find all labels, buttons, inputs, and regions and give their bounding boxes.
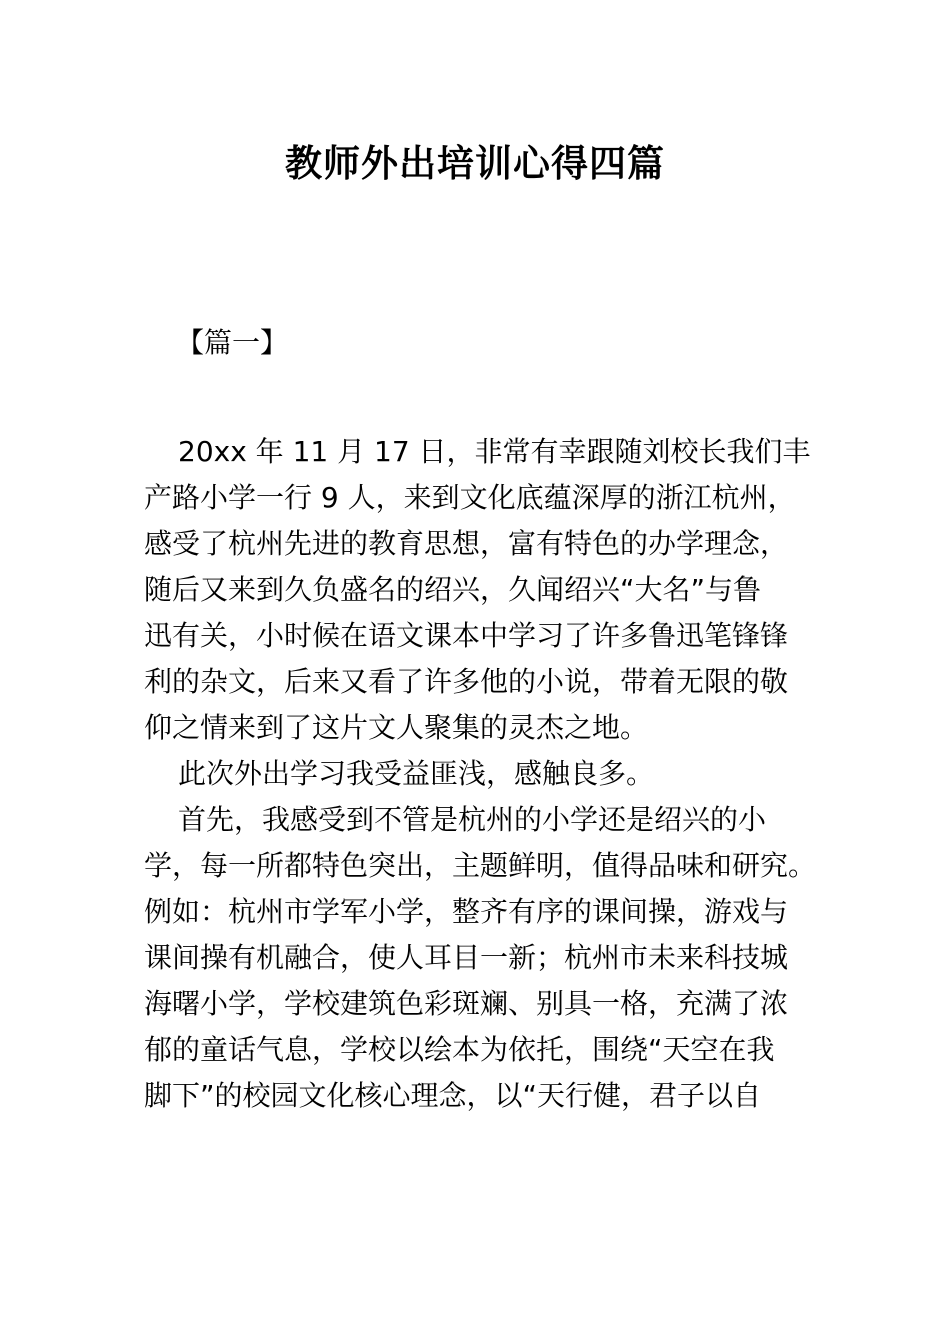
text-line: 首先，我感受到不管是杭州的小学还是绍兴的小 [178, 803, 767, 836]
text-line: 产路小学一行 9 人，来到文化底蕴深厚的浙江杭州， [144, 481, 796, 514]
text-line: 仰之情来到了这片文人聚集的灵杰之地。 [144, 711, 649, 744]
text-line: 利的杂文，后来又看了许多他的小说，带着无限的敬 [144, 665, 789, 698]
body-text [144, 432, 824, 1122]
section-heading: 【篇一】 [176, 326, 289, 359]
paragraph-1 [144, 432, 824, 748]
text-line: 例如：杭州市学军小学，整齐有序的课间操，游戏与 [144, 895, 789, 928]
text-line: 随后又来到久负盛名的绍兴，久闻绍兴“大名”与鲁 [144, 573, 762, 606]
paragraph-2 [144, 754, 824, 794]
text-line: 迅有关，小时候在语文课本中学习了许多鲁迅笔锋锋 [144, 619, 789, 652]
text-line: 课间操有机融合，使人耳目一新；杭州市未来科技城 [144, 941, 789, 974]
text-line: 脚下”的校园文化核心理念，以“天行健，君子以自 [144, 1079, 762, 1112]
text-line: 郁的童话气息，学校以绘本为依托，围绕“天空在我 [144, 1033, 775, 1066]
document-title: 教师外出培训心得四篇 [285, 142, 665, 185]
paragraph-3 [144, 800, 824, 1116]
text-line: 此次外出学习我受益匪浅，感触良多。 [178, 757, 655, 790]
text-line: 海曙小学，学校建筑色彩斑斓、别具一格，充满了浓 [144, 987, 789, 1020]
text-line: 20xx 年 11 月 17 日，非常有幸跟随刘校长我们丰 [178, 435, 811, 468]
text-line: 学，每一所都特色突出，主题鲜明，值得品味和研究。 [144, 849, 817, 882]
text-line: 感受了杭州先进的教育思想，富有特色的办学理念， [144, 527, 789, 560]
